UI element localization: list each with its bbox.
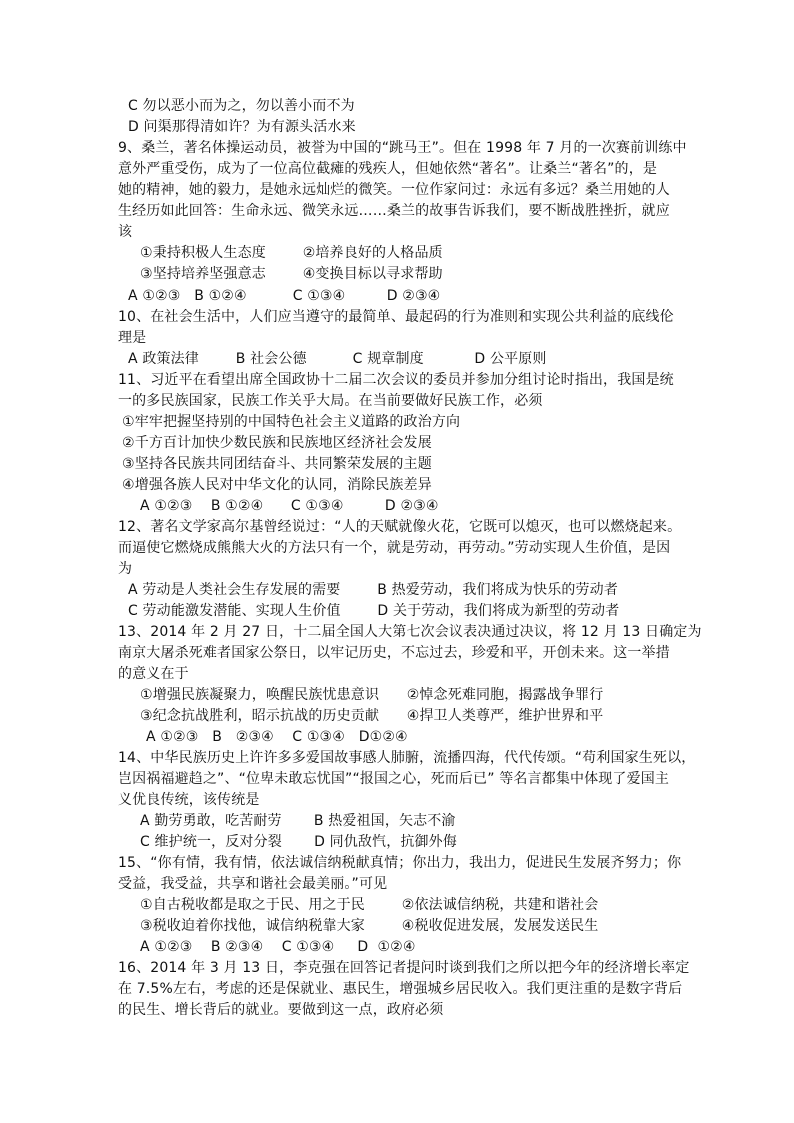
question-text-line: 她的精神，她的毅力，是她永远灿烂的微笑。一位作家问过：永远有多远？桑兰用她的人 <box>118 182 670 198</box>
question-15-text: 15、“你有情，我有情，依法诚信纳税献真情；你出力，我出力，促进民生发展齐努力；你 <box>118 855 682 871</box>
question-text-line: 一的多民族国家，民族工作关乎大局。在当前要做好民族工作，必须 <box>118 393 543 409</box>
question-text-line: 在 7.5%左右，考虑的还是保就业、惠民生，增强城乡居民收入。我们更注重的是数字背后 <box>118 981 683 997</box>
question-text-line: 的民生、增长背后的就业。要做到这一点，政府必须 <box>118 1002 444 1018</box>
question-12-text: 12、著名文学家高尔基曾经说过：“人的天赋就像火花，它既可以熄灭，也可以燃烧起来。 <box>118 519 682 535</box>
answer-options: C 维护统一，反对分裂 D 同仇敌忾，抗御外侮 <box>140 834 457 850</box>
question-text-line: 义优良传统，该传统是 <box>118 792 260 808</box>
option-line: D 问渠那得清如许？为有源头活水来 <box>128 119 356 135</box>
question-text-line: 为 <box>118 561 133 577</box>
answer-options: A 劳动是人类社会生存发展的需要 B 热爱劳动，我们将成为快乐的劳动者 <box>128 582 618 598</box>
question-text-line: 岂因祸福避趋之”、“位卑未敢忘忧国”“报国之心，死而后已” 等名言都集中体现了爱国主 <box>118 771 670 787</box>
statement-line: ③纪念抗战胜利，昭示抗战的历史贡献 ④捍卫人类尊严，维护世界和平 <box>140 708 604 724</box>
question-14-text: 14、中华民族历史上许许多多爱国故事感人肺腑，流播四海，代代传颂。“苟利国家生死以， <box>118 750 696 766</box>
answer-options: A 政策法律 B 社会公德 C 规章制度 D 公平原则 <box>128 351 547 367</box>
option-line: C 勿以恶小而为之，勿以善小而不为 <box>128 98 355 114</box>
answer-options: A 勤劳勇敢，吃苦耐劳 B 热爱祖国，矢志不渝 <box>140 813 456 829</box>
question-text-line: 该 <box>118 224 133 240</box>
statement-line: ①牢牢把握坚持别的中国特色社会主义道路的政治方向 <box>122 414 461 430</box>
answer-options: A ①②③ B ②③④ C ①③④ D①②④ <box>146 729 408 745</box>
statement-line: ①增强民族凝聚力，唤醒民族忧患意识 ②悼念死难同胞，揭露战争罪行 <box>140 687 604 703</box>
statement-line: ④增强各族人民对中华文化的认同，消除民族差异 <box>122 477 432 493</box>
question-text-line: 受益，我受益，共享和谐社会最美丽。”可见 <box>118 876 388 892</box>
statement-line: ②千方百计加快少数民族和民族地区经济社会发展 <box>122 435 432 451</box>
question-11-text: 11、习近平在看望出席全国政协十二届二次会议的委员并参加分组讨论时指出，我国是统 <box>118 372 674 388</box>
statement-line: ③税收迫着你找他，诚信纳税靠大家 ④税收促进发展，发展发送民生 <box>140 918 599 934</box>
question-9-text: 9、桑兰，著名体操运动员，被誉为中国的“跳马王”。但在 1998 年 7 月的一次赛前训练中 <box>118 140 687 156</box>
answer-options: A ①②③ B ②③④ C ①③④ D ①②④ <box>140 939 416 955</box>
answer-options: A ①②③ B ①②④ C ①③④ D ②③④ <box>128 288 441 304</box>
question-16-text: 16、2014 年 3 月 13 日，李克强在回答记者提问时谈到我们之所以把今年的经济增长率定 <box>118 960 690 976</box>
statement-line: ③坚持各民族共同团结奋斗、共同繁荣发展的主题 <box>122 456 432 472</box>
question-10-text: 10、在社会生活中，人们应当遵守的最简单、最起码的行为准则和实现公共利益的底线伦 <box>118 309 674 325</box>
question-text-line: 南京大屠杀死难者国家公祭日，以牢记历史，不忘过去，珍爱和平，开创未来。这一举措 <box>118 645 670 661</box>
answer-options: A ①②③ B ①②④ C ①③④ D ②③④ <box>140 498 439 514</box>
question-text-line: 生经历如此回答：生命永远、微笑永远……桑兰的故事告诉我们，要不断战胜挫折，就应 <box>118 203 670 219</box>
statement-line: ①自古税收都是取之于民、用之于民 ②依法诚信纳税，共建和谐社会 <box>140 897 599 913</box>
question-13-text: 13、2014 年 2 月 27 日，十二届全国人大第七次会议表决通过决议，将 12 月 13 日确定为 <box>118 624 702 640</box>
question-text-line: 而逼使它燃烧成熊熊大火的方法只有一个，就是劳动，再劳动。”劳动实现人生价值，是因 <box>118 540 671 556</box>
statement-line: ①秉持积极人生态度 ②培养良好的人格品质 <box>140 245 443 261</box>
question-text-line: 意外严重受伤，成为了一位高位截瘫的残疾人，但她依然“著名”。让桑兰“著名”的，是 <box>118 161 658 177</box>
answer-options: C 劳动能激发潜能、实现人生价值 D 关于劳动，我们将成为新型的劳动者 <box>128 603 620 619</box>
statement-line: ③坚持培养坚强意志 ④变换目标以寻求帮助 <box>140 266 443 282</box>
question-text-line: 的意义在于 <box>118 666 189 682</box>
question-text-line: 理是 <box>118 330 147 346</box>
